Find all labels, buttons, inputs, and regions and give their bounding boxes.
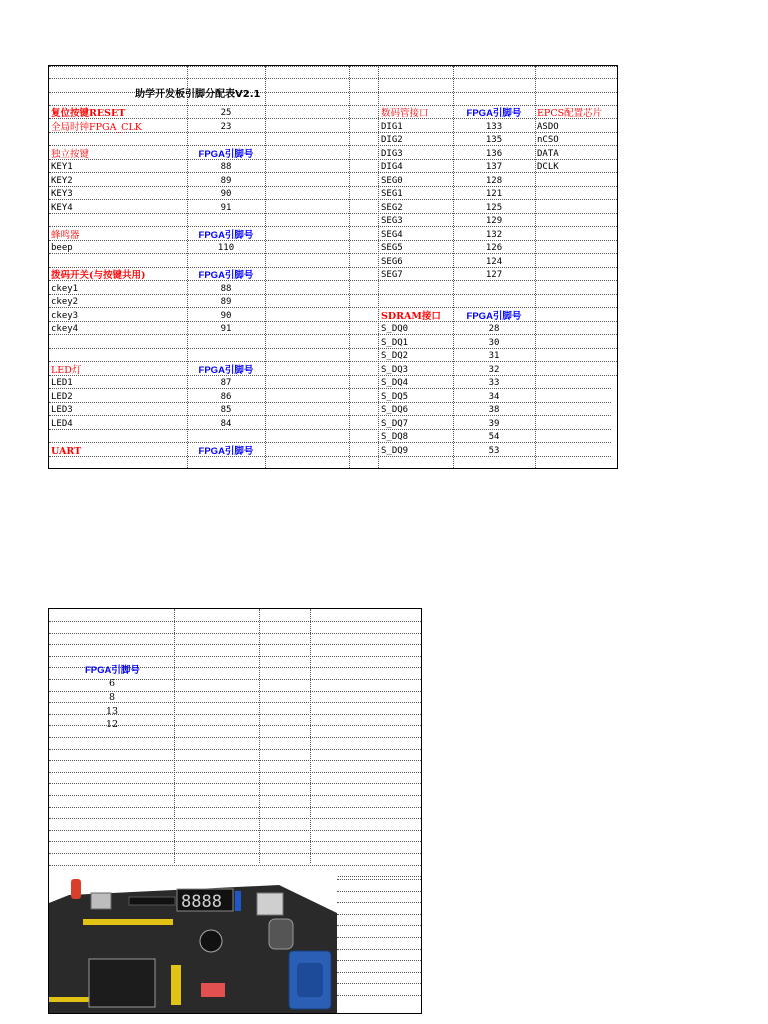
- table-cell: 125: [485, 202, 503, 213]
- table-cell: DIG3: [381, 148, 403, 159]
- table-cell: SEG2: [381, 202, 403, 213]
- table-cell: 121: [485, 189, 503, 199]
- grid-row: [49, 644, 421, 645]
- grid-row: [337, 949, 421, 950]
- table-cell: 30: [488, 337, 500, 348]
- grid-row: [49, 772, 421, 773]
- table-cell: 86: [220, 391, 232, 402]
- grid-row: [49, 783, 421, 784]
- grid-row: [337, 983, 421, 984]
- table-cell: SEG0: [381, 175, 403, 186]
- table-cell: SEG6: [381, 256, 403, 267]
- grid-row: [49, 853, 421, 854]
- table-cell: FPGA引脚号: [198, 270, 254, 281]
- table-cell: 34: [488, 391, 500, 402]
- table-cell: 84: [220, 418, 232, 429]
- pin-value: 6: [108, 678, 116, 689]
- grid-row: [49, 830, 421, 831]
- table-cell: SEG5: [381, 243, 403, 253]
- table-cell: ckey3: [51, 310, 79, 321]
- table-cell: ckey1: [51, 283, 79, 294]
- table-cell: 89: [220, 297, 232, 307]
- table-cell: 25: [220, 108, 232, 118]
- table-cell: LED4: [51, 418, 73, 429]
- grid-row: [49, 78, 617, 79]
- table-cell: S_DQ6: [381, 405, 409, 415]
- seven-seg-digits: 8888: [181, 892, 222, 912]
- table-cell: S_DQ7: [381, 418, 409, 429]
- table-cell: LED灯: [51, 364, 82, 376]
- table-cell: 38: [488, 405, 500, 415]
- grid-row: [49, 621, 421, 622]
- grid-row: [337, 914, 421, 915]
- table-cell: 31: [488, 351, 500, 361]
- table-cell: 127: [485, 270, 503, 280]
- grid-col: [174, 609, 175, 863]
- table-cell: 88: [220, 162, 232, 172]
- table-cell: 88: [220, 283, 232, 294]
- grid-col: [378, 66, 379, 468]
- table-cell: ckey2: [51, 297, 79, 307]
- table-cell: 124: [485, 256, 503, 267]
- table-cell: KEY4: [51, 202, 73, 213]
- table-cell: LED2: [51, 391, 73, 402]
- table-cell: SEG3: [381, 216, 403, 226]
- table-cell: SDRAM接口: [381, 310, 441, 322]
- table-cell: SEG4: [381, 229, 403, 240]
- table-cell: S_DQ9: [381, 445, 409, 456]
- grid-row: [49, 737, 421, 738]
- table-cell: DATA: [537, 148, 559, 159]
- board-photo-icon: [611, 384, 618, 469]
- table-cell: S_DQ8: [381, 432, 409, 442]
- table-cell: 32: [488, 364, 500, 375]
- table-cell: 87: [220, 378, 232, 388]
- board-photo-fragment: [611, 384, 618, 469]
- table-cell: 132: [485, 229, 503, 240]
- grid-row: [337, 879, 421, 880]
- grid-col: [535, 66, 536, 468]
- table-cell: DIG1: [381, 121, 403, 132]
- pin-value: 13: [105, 706, 119, 717]
- grid-col: [259, 609, 260, 863]
- fpga-pin-header: FPGA引脚号: [85, 665, 140, 676]
- table-cell: FPGA引脚号: [198, 364, 254, 376]
- table-cell: 90: [220, 189, 232, 199]
- table-cell: KEY2: [51, 175, 73, 186]
- fpga-board-icon: [49, 873, 337, 1013]
- grid-row: [49, 818, 421, 819]
- table-cell: 89: [220, 175, 232, 186]
- grid-row: [49, 294, 617, 295]
- table-cell: ckey4: [51, 324, 79, 334]
- pin-value: 12: [105, 719, 119, 730]
- table-cell: nCSO: [537, 135, 559, 145]
- table-cell: S_DQ3: [381, 364, 409, 375]
- table-cell: S_DQ0: [381, 324, 409, 334]
- pin-table-page-1: [48, 65, 618, 469]
- table-cell: 蜂鸣器: [51, 229, 80, 241]
- table-cell: LED3: [51, 405, 73, 415]
- table-cell: SEG7: [381, 270, 403, 280]
- grid-row: [337, 937, 421, 938]
- table-cell: 39: [488, 418, 500, 429]
- table-cell: 54: [488, 432, 500, 442]
- grid-row: [337, 995, 421, 996]
- grid-row: [337, 972, 421, 973]
- table-cell: DCLK: [537, 162, 559, 172]
- grid-row: [49, 807, 421, 808]
- table-cell: beep: [51, 243, 73, 253]
- table-cell: 33: [488, 378, 500, 388]
- table-cell: 23: [220, 121, 232, 132]
- table-cell: FPGA引脚号: [198, 229, 254, 241]
- table-cell: FPGA引脚号: [198, 445, 254, 457]
- table-cell: SEG1: [381, 189, 403, 199]
- grid-row: [337, 902, 421, 903]
- table-cell: S_DQ2: [381, 351, 409, 361]
- page-title: 助学开发板引脚分配表V2.1: [135, 89, 261, 100]
- table-cell: 137: [485, 162, 503, 172]
- table-cell: S_DQ4: [381, 378, 409, 388]
- grid-row: [49, 795, 421, 796]
- table-cell: UART: [51, 445, 82, 457]
- grid-col: [310, 609, 311, 863]
- grid-row: [49, 633, 421, 634]
- pin-value: 8: [108, 692, 116, 703]
- table-cell: 133: [485, 121, 503, 132]
- pin-table-page-2: [48, 608, 422, 1014]
- grid-row: [49, 865, 421, 866]
- table-cell: DIG4: [381, 162, 403, 172]
- table-cell: 独立按键: [51, 148, 90, 160]
- table-cell: S_DQ5: [381, 391, 409, 402]
- grid-row: [337, 891, 421, 892]
- grid-row: [49, 307, 617, 308]
- table-cell: 126: [485, 243, 503, 253]
- board-photo: [49, 873, 337, 1013]
- table-cell: 128: [485, 175, 503, 186]
- table-cell: 复位按键RESET: [51, 108, 126, 119]
- table-cell: ASDO: [537, 121, 559, 132]
- table-cell: 129: [485, 216, 503, 226]
- table-cell: 136: [485, 148, 503, 159]
- grid-row: [49, 656, 421, 657]
- grid-row: [49, 841, 421, 842]
- table-cell: EPCS配置芯片: [537, 108, 603, 119]
- table-cell: KEY1: [51, 162, 73, 172]
- table-cell: 91: [220, 324, 232, 334]
- table-cell: FPGA引脚号: [198, 148, 254, 160]
- grid-row: [337, 960, 421, 961]
- table-cell: 数码管接口: [381, 108, 429, 119]
- grid-row: [49, 760, 421, 761]
- grid-col: [349, 66, 350, 468]
- grid-row: [49, 105, 617, 106]
- table-cell: 91: [220, 202, 232, 213]
- table-cell: 85: [220, 405, 232, 415]
- table-cell: 90: [220, 310, 232, 321]
- grid-row: [337, 925, 421, 926]
- grid-col: [265, 66, 266, 468]
- table-cell: 全局时钟FPGA_CLK: [51, 121, 142, 133]
- table-cell: FPGA引脚号: [466, 108, 522, 119]
- table-cell: 110: [217, 243, 235, 253]
- table-cell: S_DQ1: [381, 337, 409, 348]
- table-cell: 拨码开关(与按键共用): [51, 270, 146, 281]
- grid-row: [49, 749, 421, 750]
- grid-row: [49, 66, 617, 67]
- table-cell: FPGA引脚号: [466, 310, 522, 322]
- table-cell: LED1: [51, 378, 73, 388]
- table-cell: 53: [488, 445, 500, 456]
- table-cell: KEY3: [51, 189, 73, 199]
- table-cell: DIG2: [381, 135, 403, 145]
- table-cell: 135: [485, 135, 503, 145]
- table-cell: 28: [488, 324, 500, 334]
